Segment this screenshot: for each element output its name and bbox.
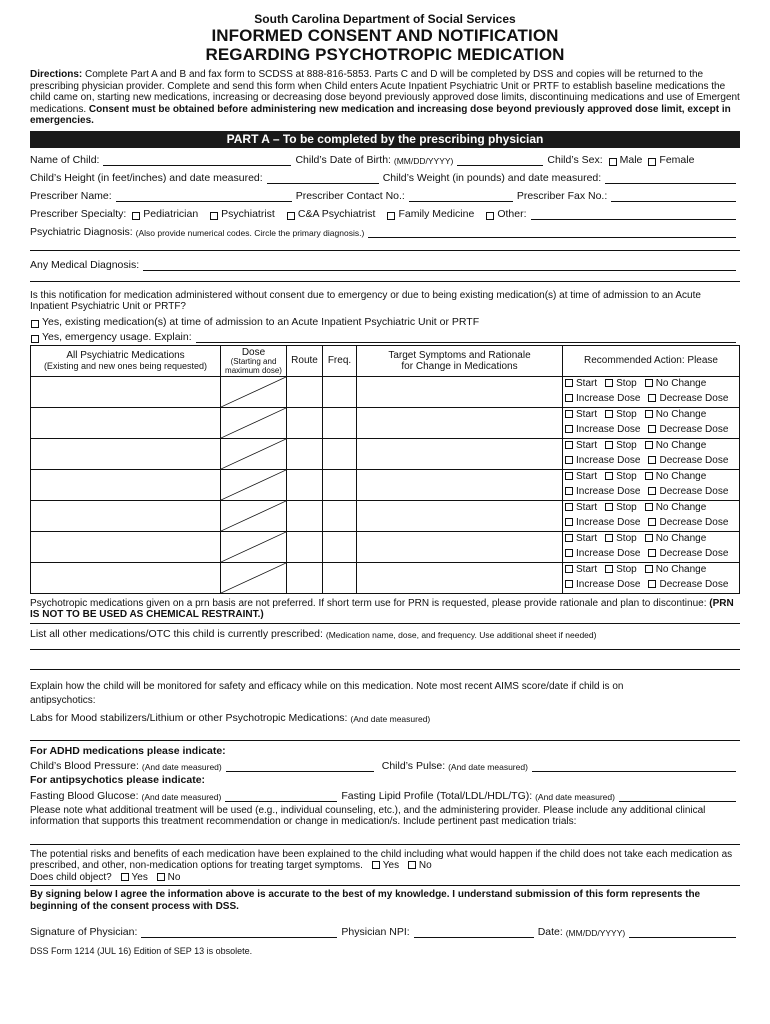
npi-label: Physician NPI: — [341, 926, 410, 938]
row-other-meds — [30, 624, 740, 640]
target-cell[interactable] — [357, 376, 563, 407]
decrease-dose-label: Decrease Dose — [659, 516, 729, 528]
col-target-header — [357, 345, 563, 376]
name-of-child-field[interactable] — [103, 156, 291, 166]
stop-label: Stop — [616, 533, 637, 544]
object-no-label: No — [167, 871, 181, 883]
start-label: Start — [576, 533, 598, 544]
row-medical-diagnosis — [30, 253, 740, 271]
freq-cell[interactable] — [323, 376, 357, 407]
target-cell[interactable] — [357, 469, 563, 500]
adhd-heading: For ADHD medications please indicate: — [30, 744, 226, 757]
no-change-label: No Change — [655, 471, 707, 482]
no-change-label: No Change — [655, 533, 707, 544]
bp-hint: (And date measured) — [141, 761, 222, 772]
psych-diagnosis-line2[interactable] — [30, 250, 740, 251]
row-child-info — [30, 148, 740, 166]
action-line-1 — [565, 439, 739, 454]
stop-checkbox[interactable] — [605, 410, 613, 418]
no-change-label: No Change — [655, 409, 707, 420]
dose-divider-line — [221, 377, 286, 407]
no-change-checkbox[interactable] — [645, 534, 653, 542]
male-checkbox[interactable] — [609, 158, 617, 166]
start-label: Start — [576, 440, 598, 451]
start-label: Start — [576, 564, 598, 575]
monitor-text — [30, 680, 740, 708]
signature-label: Signature of Physician: — [30, 926, 138, 938]
dose-cell[interactable] — [221, 562, 287, 593]
stop-label: Stop — [616, 409, 637, 420]
labs-line[interactable] — [30, 740, 740, 741]
no-change-checkbox[interactable] — [645, 503, 653, 511]
stop-label: Stop — [616, 471, 637, 482]
no-change-checkbox[interactable] — [645, 379, 653, 387]
freq-cell[interactable] — [323, 407, 357, 438]
action-line-1 — [565, 501, 739, 516]
male-label: Male — [619, 153, 643, 166]
object-yes-label: Yes — [131, 871, 148, 883]
increase-dose-label: Increase Dose — [576, 454, 641, 466]
psych-diagnosis-field[interactable] — [368, 228, 736, 238]
col-dose-sub2: maximum dose) — [225, 365, 282, 375]
start-label: Start — [576, 409, 598, 420]
risks-yes-checkbox[interactable] — [372, 861, 380, 869]
decrease-dose-checkbox[interactable] — [648, 518, 656, 526]
prescriber-fax-field[interactable] — [611, 192, 736, 202]
freq-cell[interactable] — [323, 562, 357, 593]
table-row — [31, 500, 740, 531]
freq-cell[interactable] — [323, 438, 357, 469]
other-specialty-field[interactable] — [531, 210, 736, 220]
prescriber-contact-field[interactable] — [409, 192, 513, 202]
med-name-cell[interactable] — [31, 531, 221, 562]
additional-treatment-line[interactable] — [30, 844, 740, 845]
decrease-dose-checkbox[interactable] — [648, 456, 656, 464]
col-dose-sub1: (Starting and — [230, 356, 277, 366]
dose-cell[interactable] — [221, 500, 287, 531]
dose-cell[interactable] — [221, 438, 287, 469]
emergency-label: Yes, emergency usage. Explain: — [42, 330, 192, 343]
start-label: Start — [576, 502, 598, 513]
object-question: Does child object? — [30, 871, 112, 883]
action-line-2 — [565, 485, 739, 500]
row-height-weight — [30, 166, 740, 184]
glucose-label: Fasting Blood Glucose: — [30, 789, 139, 802]
weight-label: Child’s Weight (in pounds) and date measured: — [382, 171, 602, 184]
increase-dose-label: Increase Dose — [576, 392, 641, 404]
action-line-2 — [565, 423, 739, 438]
decrease-dose-checkbox[interactable] — [648, 425, 656, 433]
increase-dose-checkbox[interactable] — [565, 580, 573, 588]
action-cell — [563, 500, 740, 531]
stop-checkbox[interactable] — [605, 534, 613, 542]
labs-hint: (And date measured) — [350, 713, 431, 724]
prescriber-name-label: Prescriber Name: — [30, 189, 112, 202]
start-checkbox[interactable] — [565, 534, 573, 542]
med-name-cell[interactable] — [31, 407, 221, 438]
lipid-label: Fasting Lipid Profile (Total/LDL/HDL/TG): — [341, 789, 533, 802]
no-change-label: No Change — [655, 440, 707, 451]
stop-checkbox[interactable] — [605, 565, 613, 573]
med-name-cell[interactable] — [31, 500, 221, 531]
decrease-dose-checkbox[interactable] — [648, 394, 656, 402]
action-line-1 — [565, 470, 739, 485]
start-checkbox[interactable] — [565, 410, 573, 418]
increase-dose-label: Increase Dose — [576, 547, 641, 559]
no-change-label: No Change — [655, 564, 707, 575]
increase-dose-checkbox[interactable] — [565, 518, 573, 526]
prn-note — [30, 598, 740, 621]
date-label: Date: — [537, 926, 563, 938]
row-opt-existing — [30, 313, 740, 328]
dose-cell[interactable] — [221, 407, 287, 438]
antipsychotics-heading: For antipsychotics please indicate: — [30, 773, 206, 786]
stop-checkbox[interactable] — [605, 379, 613, 387]
decrease-dose-checkbox[interactable] — [648, 487, 656, 495]
prescriber-contact-label: Prescriber Contact No.: — [295, 189, 405, 202]
psych-diagnosis-hint: (Also provide numerical codes. Circle the primary diagnosis.) — [135, 227, 365, 238]
action-line-2 — [565, 454, 739, 469]
med-name-cell[interactable] — [31, 469, 221, 500]
increase-dose-label: Increase Dose — [576, 516, 641, 528]
form-title-line1: INFORMED CONSENT AND NOTIFICATION — [211, 26, 559, 45]
action-line-2 — [565, 578, 739, 593]
table-row — [31, 376, 740, 407]
signature-field[interactable] — [141, 928, 337, 938]
directions — [30, 69, 740, 127]
height-field[interactable] — [267, 174, 379, 184]
col-action-header: Recommended Action: Please — [563, 345, 740, 376]
action-line-1 — [565, 377, 739, 392]
route-cell[interactable] — [287, 407, 323, 438]
col-dose-header — [221, 345, 287, 376]
risks-text: The potential risks and benefits of each medication have been explained to the child including what would happen if the child does not take each medication as prescribed, and other, non-medication options for treating target symptoms. — [30, 848, 733, 871]
prn-text: Psychotropic medications given on a prn basis are not preferred. If short term use for PRN is requested, please provide rationale and plan to discontinue: — [30, 597, 710, 609]
other-meds-line1[interactable] — [30, 649, 740, 650]
action-line-1 — [565, 563, 739, 578]
col-target-sub: for Change in Medications — [401, 360, 518, 372]
pulse-label: Child’s Pulse: — [381, 759, 446, 772]
target-cell[interactable] — [357, 407, 563, 438]
row-adhd — [30, 757, 740, 772]
ca-psychiatrist-label: C&A Psychiatrist — [297, 207, 376, 220]
decrease-dose-label: Decrease Dose — [659, 578, 729, 590]
increase-dose-checkbox[interactable] — [565, 549, 573, 557]
route-cell[interactable] — [287, 376, 323, 407]
freq-cell[interactable] — [323, 500, 357, 531]
dob-label: Child’s Date of Birth: — [295, 153, 391, 166]
other-meds-line2[interactable] — [30, 669, 740, 670]
no-change-checkbox[interactable] — [645, 410, 653, 418]
decrease-dose-checkbox[interactable] — [648, 549, 656, 557]
increase-dose-label: Increase Dose — [576, 578, 641, 590]
name-of-child-label: Name of Child: — [30, 153, 100, 166]
increase-dose-label: Increase Dose — [576, 485, 641, 497]
target-cell[interactable] — [357, 438, 563, 469]
stop-label: Stop — [616, 378, 637, 389]
female-label: Female — [659, 153, 695, 166]
lipid-field[interactable] — [619, 792, 736, 802]
start-checkbox[interactable] — [565, 565, 573, 573]
glucose-field[interactable] — [225, 792, 337, 802]
psychiatrist-label: Psychiatrist — [221, 207, 275, 220]
stop-checkbox[interactable] — [605, 472, 613, 480]
directions-label: Directions: — [30, 69, 83, 80]
npi-field[interactable] — [414, 928, 534, 938]
glucose-hint: (And date measured) — [141, 791, 222, 802]
row-specialty — [30, 202, 740, 220]
additional-treatment-text: Please note what additional treatment will be used (e.g., individual counseling, etc.), and the administering provider. Please include any additional clinical information that supports this treatment recommendation or change in medication/s. Include pertinent past medication trials: — [30, 804, 706, 827]
action-cell — [563, 531, 740, 562]
action-cell — [563, 376, 740, 407]
table-row — [31, 531, 740, 562]
agency-name: South Carolina Department of Social Services — [254, 12, 516, 26]
decrease-dose-label: Decrease Dose — [659, 423, 729, 435]
family-medicine-checkbox[interactable] — [387, 212, 395, 220]
risks-no-label: No — [418, 860, 432, 871]
no-change-checkbox[interactable] — [645, 472, 653, 480]
row-psych-diagnosis — [30, 220, 740, 238]
pulse-hint: (And date measured) — [448, 761, 528, 772]
col-freq-header: Freq. — [323, 345, 357, 376]
target-cell[interactable] — [357, 531, 563, 562]
family-medicine-label: Family Medicine — [398, 207, 475, 220]
col-meds-sub: (Existing and new ones being requested) — [43, 360, 208, 371]
freq-cell[interactable] — [323, 469, 357, 500]
other-checkbox[interactable] — [486, 212, 494, 220]
row-labs — [30, 708, 740, 724]
increase-dose-checkbox[interactable] — [565, 394, 573, 402]
object-no-checkbox[interactable] — [157, 873, 165, 881]
table-row — [31, 407, 740, 438]
labs-label: Labs for Mood stabilizers/Lithium or other Psychotropic Medications: — [30, 711, 348, 724]
medications-table — [30, 345, 740, 594]
decrease-dose-label: Decrease Dose — [659, 392, 729, 404]
dose-cell[interactable] — [221, 376, 287, 407]
increase-dose-checkbox[interactable] — [565, 425, 573, 433]
object-yes-checkbox[interactable] — [121, 873, 129, 881]
col-dose-title: Dose — [241, 346, 266, 358]
monitor-text-line2: antipsychotics: — [30, 694, 96, 706]
existing-meds-checkbox[interactable] — [31, 320, 39, 328]
action-line-2 — [565, 516, 739, 531]
row-opt-emergency — [30, 328, 740, 343]
decrease-dose-label: Decrease Dose — [659, 485, 729, 497]
no-change-label: No Change — [655, 502, 707, 513]
specialty-label: Prescriber Specialty: — [30, 207, 127, 220]
route-cell[interactable] — [287, 500, 323, 531]
col-medications-header — [31, 345, 221, 376]
other-meds-hint: (Medication name, dose, and frequency. Use additional sheet if needed) — [325, 629, 597, 640]
dose-divider-line — [221, 439, 286, 469]
decrease-dose-label: Decrease Dose — [659, 547, 729, 559]
no-change-checkbox[interactable] — [645, 441, 653, 449]
prescriber-name-field[interactable] — [116, 192, 292, 202]
col-target-title: Target Symptoms and Rationale — [388, 349, 531, 361]
freq-cell[interactable] — [323, 531, 357, 562]
medical-diagnosis-label: Any Medical Diagnosis: — [30, 258, 140, 271]
start-label: Start — [576, 471, 598, 482]
lipid-hint: (And date measured) — [535, 791, 615, 802]
emergency-checkbox[interactable] — [31, 335, 39, 343]
no-change-checkbox[interactable] — [645, 565, 653, 573]
prescriber-fax-label: Prescriber Fax No.: — [516, 189, 608, 202]
route-cell[interactable] — [287, 438, 323, 469]
dose-divider-line — [221, 563, 286, 593]
increase-dose-checkbox[interactable] — [565, 487, 573, 495]
monitor-text-line1: Explain how the child will be monitored for safety and efficacy while on this medication. Note most recent AIMS score/date if child is on — [30, 680, 624, 692]
psych-diagnosis-label: Psychiatric Diagnosis: — [30, 225, 133, 238]
bp-field[interactable] — [226, 762, 374, 772]
table-header-row — [31, 345, 740, 376]
action-line-2 — [565, 392, 739, 407]
route-cell[interactable] — [287, 531, 323, 562]
risks-no-checkbox[interactable] — [408, 861, 416, 869]
psychiatrist-checkbox[interactable] — [210, 212, 218, 220]
notification-question: Is this notification for medication administered without consent due to emergency or due to being existing medication(s) at time of admission to an Acute Inpatient Psychiatric Unit or PRTF? — [30, 289, 701, 312]
bp-label: Child’s Blood Pressure: — [30, 759, 139, 772]
col-meds-title: All Psychiatric Medications — [66, 349, 185, 361]
directions-bold-text: Consent must be obtained before administering new medication and increasing dose beyond previously approved dose limit, except in emergencies. — [30, 103, 731, 126]
action-line-2 — [565, 547, 739, 562]
medical-diagnosis-field[interactable] — [143, 261, 736, 271]
target-cell[interactable] — [357, 500, 563, 531]
ca-psychiatrist-checkbox[interactable] — [287, 212, 295, 220]
stop-label: Stop — [616, 502, 637, 513]
part-a-header: PART A – To be completed by the prescribing physician — [30, 131, 740, 148]
sex-label: Child’s Sex: — [547, 153, 603, 166]
action-cell — [563, 469, 740, 500]
directions-text: Complete Part A and B and fax form to SCDSS at 888-816-5853. Parts C and D will be completed by DSS and copies will be returned to the prescribing physician provider. Complete and send this form when Child enters Acute Inpatient Psychiatric Unit or PRTF to establish baseline medications the child came on, starting new medications, increasing or decreasing dose beyond previously approved dose limits, discontinuing medications and use of Emergent medications. — [30, 69, 740, 115]
dose-divider-line — [221, 532, 286, 562]
stop-checkbox[interactable] — [605, 503, 613, 511]
row-signature — [30, 920, 740, 938]
action-cell — [563, 438, 740, 469]
med-name-cell[interactable] — [31, 562, 221, 593]
form-page — [30, 10, 740, 956]
risks-yes-label: Yes — [382, 860, 400, 871]
table-row — [31, 562, 740, 593]
pediatrician-label: Pediatrician — [143, 207, 199, 220]
existing-meds-label: Yes, existing medication(s) at time of admission to an Acute Inpatient Psychiatric Unit or PRTF — [42, 315, 480, 328]
height-label: Child’s Height (in feet/inches) and date measured: — [30, 171, 263, 184]
decrease-dose-label: Decrease Dose — [659, 454, 729, 466]
col-route-header: Route — [287, 345, 323, 376]
date-field[interactable] — [629, 928, 736, 938]
table-row — [31, 469, 740, 500]
dose-divider-line — [221, 408, 286, 438]
pulse-field[interactable] — [532, 762, 736, 772]
action-cell — [563, 562, 740, 593]
signing-statement: By signing below I agree the information above is accurate to the best of my knowledge. I understand submission of this form represents the beginning of the consent process with DSS. — [30, 889, 701, 912]
other-label: Other: — [497, 207, 527, 220]
stop-label: Stop — [616, 440, 637, 451]
start-checkbox[interactable] — [565, 503, 573, 511]
signing-divider — [30, 885, 740, 886]
dose-divider-line — [221, 501, 286, 531]
prn-bold: (PRN IS NOT TO BE USED AS CHEMICAL RESTRAINT.) — [30, 597, 734, 620]
pediatrician-checkbox[interactable] — [132, 212, 140, 220]
route-cell[interactable] — [287, 469, 323, 500]
action-line-1 — [565, 408, 739, 423]
dob-hint: (MM/DD/YYYY) — [393, 155, 454, 166]
dose-divider-line — [221, 470, 286, 500]
start-checkbox[interactable] — [565, 472, 573, 480]
decrease-dose-checkbox[interactable] — [648, 580, 656, 588]
female-checkbox[interactable] — [648, 158, 656, 166]
form-footer: DSS Form 1214 (JUL 16) Edition of SEP 13 is obsolete. — [30, 946, 253, 956]
row-antipsychotics — [30, 786, 740, 802]
dob-field[interactable] — [457, 156, 543, 166]
start-checkbox[interactable] — [565, 379, 573, 387]
route-cell[interactable] — [287, 562, 323, 593]
date-hint: (MM/DD/YYYY) — [565, 928, 626, 938]
dose-cell[interactable] — [221, 531, 287, 562]
start-checkbox[interactable] — [565, 441, 573, 449]
action-cell — [563, 407, 740, 438]
med-name-cell[interactable] — [31, 376, 221, 407]
table-row — [31, 438, 740, 469]
stop-checkbox[interactable] — [605, 441, 613, 449]
dose-cell[interactable] — [221, 469, 287, 500]
target-cell[interactable] — [357, 562, 563, 593]
no-change-label: No Change — [655, 378, 707, 389]
med-name-cell[interactable] — [31, 438, 221, 469]
weight-field[interactable] — [605, 174, 736, 184]
other-meds-label: List all other medications/OTC this child is currently prescribed: — [30, 627, 323, 640]
form-title-line2: REGARDING PSYCHOTROPIC MEDICATION — [205, 45, 565, 64]
emergency-explain-field[interactable] — [196, 333, 736, 343]
start-label: Start — [576, 378, 598, 389]
row-prescriber — [30, 184, 740, 202]
medical-diagnosis-line2[interactable] — [30, 281, 740, 282]
risks-paragraph — [30, 849, 740, 884]
increase-dose-label: Increase Dose — [576, 423, 641, 435]
stop-label: Stop — [616, 564, 637, 575]
increase-dose-checkbox[interactable] — [565, 456, 573, 464]
action-line-1 — [565, 532, 739, 547]
